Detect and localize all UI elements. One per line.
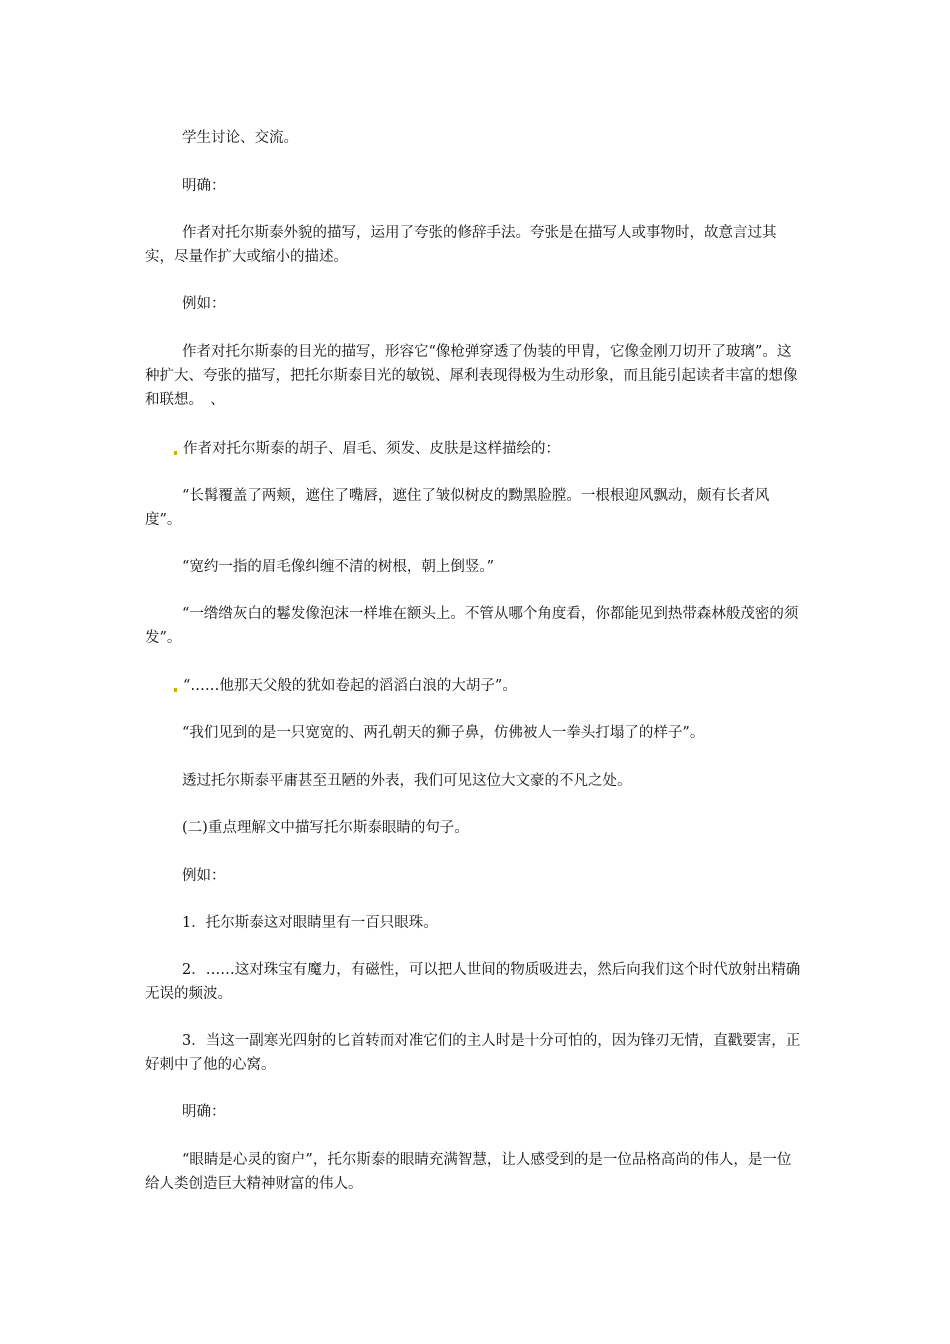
paragraph: “长髯覆盖了两颊，遮住了嘴唇，遮住了皱似树皮的黝黑脸膛。一根根迎风飘动，颇有长者风度”。 (145, 488, 770, 528)
paragraph: 例如： (182, 296, 226, 312)
paragraph: 透过托尔斯泰平庸甚至丑陋的外表，我们可见这位大文豪的不凡之处。 (182, 773, 632, 789)
paragraph: 例如： (182, 868, 226, 884)
paragraph: “宽约一指的眉毛像纠缠不清的树根，朝上倒竖。” (182, 559, 495, 575)
paragraph (145, 674, 805, 698)
paragraph-text: “……他那天父般的犹如卷起的滔滔白浪的大胡子”。 (183, 678, 517, 694)
highlight-mark (174, 688, 177, 692)
paragraph: 1．托尔斯泰这对眼睛里有一百只眼珠。 (182, 915, 438, 931)
paragraph: 明确： (182, 1104, 226, 1120)
paragraph: (二)重点理解文中描写托尔斯泰眼睛的句子。 (182, 820, 469, 836)
paragraph-text: 作者对托尔斯泰的胡子、眉毛、须发、皮肤是这样描绘的： (183, 441, 560, 457)
paragraph (145, 437, 805, 461)
paragraph: 学生讨论、交流。 (182, 130, 298, 146)
paragraph: 3．当这一副寒光四射的匕首转而对准它们的主人时是十分可怕的，因为锋刃无情，直戳要害，正好刺中了他的心窝。 (145, 1033, 801, 1073)
highlight-mark (174, 451, 177, 455)
paragraph: 作者对托尔斯泰外貌的描写，运用了夸张的修辞手法。夸张是在描写人或事物时，故意言过其实，尽量作扩大或缩小的描述。 (145, 225, 777, 265)
paragraph: “一绺绺灰白的鬈发像泡沫一样堆在额头上。不管从哪个角度看，你都能见到热带森林般茂密的须发”。 (145, 606, 799, 646)
paragraph: “眼睛是心灵的窗户”，托尔斯泰的眼睛充满智慧，让人感受到的是一位品格高尚的伟人，是一位给人类创造巨大精神财富的伟人。 (145, 1152, 792, 1192)
paragraph: 2．……这对珠宝有魔力，有磁性，可以把人世间的物质吸进去，然后向我们这个时代放射出精确无误的频波。 (145, 962, 801, 1002)
paragraph: 作者对托尔斯泰的目光的描写，形容它“像枪弹穿透了伪装的甲胄，它像金刚刀切开了玻璃”。这种扩大、夸张的描写，把托尔斯泰目光的敏锐、犀利表现得极为生动形象，而且能引起读者丰富的想像和联想。 、 (145, 344, 798, 408)
paragraph: 明确： (182, 178, 226, 194)
paragraph: “我们见到的是一只宽宽的、两孔朝天的狮子鼻，仿佛被人一拳头打塌了的样子”。 (182, 725, 705, 741)
